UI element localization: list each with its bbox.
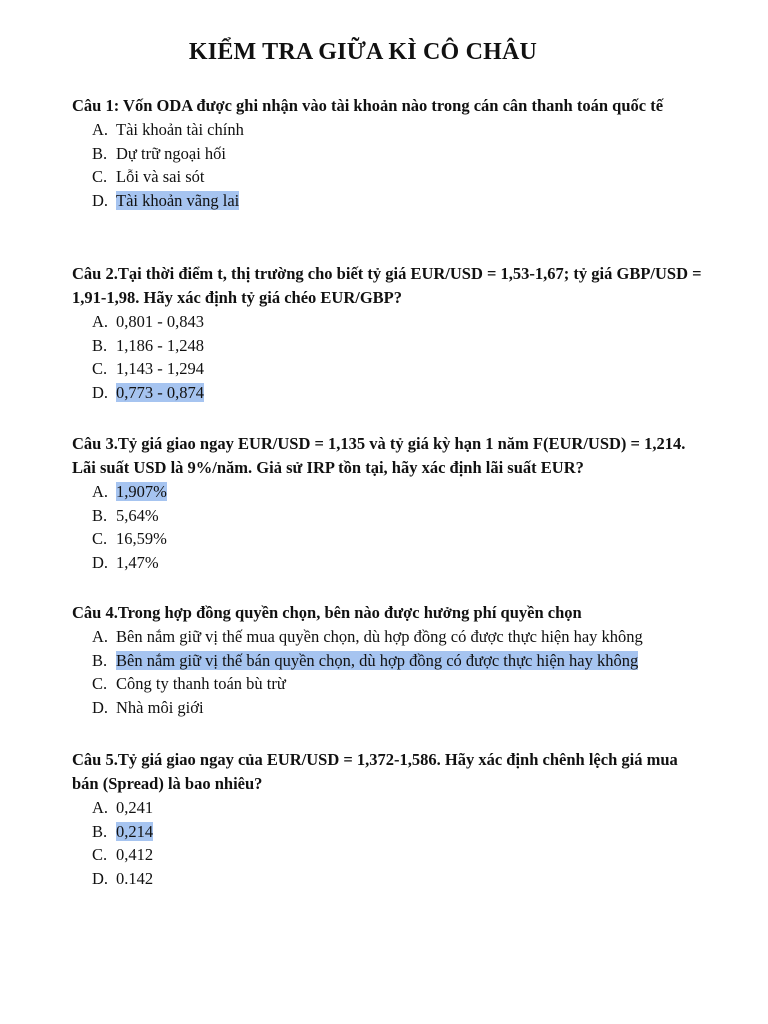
option-letter: D. — [92, 552, 109, 572]
option-letter: D. — [92, 190, 109, 210]
question-4 — [72, 601, 702, 719]
document-title: KIỂM TRA GIỮA KÌ CÔ CHÂU — [188, 39, 538, 65]
option-text: Nhà môi giới — [116, 697, 204, 717]
option-text: 0,412 — [116, 845, 154, 864]
answer-options — [72, 310, 702, 404]
answer-option-a — [92, 796, 702, 820]
answer-option-c — [92, 672, 702, 696]
option-letter: D. — [92, 382, 109, 402]
answer-option-a — [92, 480, 702, 504]
answer-option-c — [92, 357, 702, 381]
question-text: Câu 2.Tại thời điểm t, thị trường cho biết tỷ giá EUR/USD = 1,53-1,67; tỷ giá GBP/USD = 1,91-1,98. Hãy xác định tỷ giá chéo EUR/GBP? — [72, 264, 702, 307]
answer-option-d — [92, 189, 702, 213]
option-text: 1,47% — [116, 552, 159, 572]
answer-option-b — [92, 142, 702, 166]
option-text: 16,59% — [116, 529, 167, 548]
answer-option-c — [92, 527, 702, 551]
answer-option-a — [92, 310, 702, 334]
option-text: 1,143 - 1,294 — [116, 359, 204, 378]
option-letter: B. — [92, 143, 108, 163]
answer-option-d — [92, 551, 702, 575]
answer-option-b — [92, 334, 702, 358]
option-text: 1,186 - 1,248 — [116, 335, 204, 355]
option-text: Tài khoản vãng lai — [116, 190, 240, 210]
answer-option-b — [92, 504, 702, 528]
question-text: Câu 1: Vốn ODA được ghi nhận vào tài khoản nào trong cán cân thanh toán quốc tế — [72, 96, 664, 115]
question-text: Câu 5.Tỷ giá giao ngay của EUR/USD = 1,372-1,586. Hãy xác định chênh lệch giá mua bán (Spread) là bao nhiêu? — [72, 750, 678, 793]
answer-options — [72, 118, 702, 212]
answer-option-c — [92, 843, 702, 867]
option-text: Tài khoản tài chính — [116, 120, 244, 139]
option-text: Công ty thanh toán bù trừ — [116, 674, 286, 693]
option-text: Lỗi và sai sót — [116, 167, 205, 186]
question-3 — [72, 432, 702, 574]
option-letter: D. — [92, 868, 109, 888]
option-text: Bên nắm giữ vị thế mua quyền chọn, dù hợp đồng có được thực hiện hay không — [116, 627, 643, 646]
question-5 — [72, 748, 702, 890]
option-text: 0,241 — [116, 798, 154, 817]
option-letter: D. — [92, 697, 109, 717]
option-text: Dự trữ ngoại hối — [116, 143, 226, 163]
answer-option-c — [92, 165, 702, 189]
option-text: 0.142 — [116, 868, 154, 888]
option-letter: C. — [92, 359, 108, 378]
option-letter: B. — [92, 335, 108, 355]
answer-option-d — [92, 381, 702, 405]
option-letter: B. — [92, 505, 108, 525]
question-1 — [72, 94, 702, 212]
option-letter: A. — [92, 627, 109, 646]
answer-options — [72, 625, 702, 719]
option-letter: C. — [92, 167, 108, 186]
answer-option-d — [92, 867, 702, 891]
answer-option-a — [92, 625, 702, 649]
question-2 — [72, 262, 702, 404]
option-letter: C. — [92, 529, 108, 548]
option-letter: A. — [92, 120, 109, 139]
answer-options — [72, 796, 702, 890]
answer-option-a — [92, 118, 702, 142]
question-text: Câu 3.Tỷ giá giao ngay EUR/USD = 1,135 và tỷ giá kỳ hạn 1 năm F(EUR/USD) = 1,214. Lãi suất USD là 9%/năm. Giả sử IRP tồn tại, hãy xác định lãi suất EUR? — [72, 434, 686, 477]
option-text: 0,773 - 0,874 — [116, 382, 204, 402]
option-letter: C. — [92, 845, 108, 864]
option-text: 0,801 - 0,843 — [116, 312, 204, 331]
answer-option-b — [92, 649, 702, 673]
option-letter: B. — [92, 821, 108, 841]
answer-option-b — [92, 820, 702, 844]
option-text: 1,907% — [116, 482, 167, 501]
option-letter: A. — [92, 312, 109, 331]
option-text: Bên nắm giữ vị thế bán quyền chọn, dù hợp đồng có được thực hiện hay không — [116, 650, 639, 670]
option-text: 0,214 — [116, 821, 154, 841]
answer-options — [72, 480, 702, 574]
option-letter: A. — [92, 482, 109, 501]
option-letter: B. — [92, 650, 108, 670]
answer-option-d — [92, 696, 702, 720]
option-letter: A. — [92, 798, 109, 817]
question-text: Câu 4.Trong hợp đồng quyền chọn, bên nào được hưởng phí quyền chọn — [72, 603, 582, 622]
option-text: 5,64% — [116, 505, 159, 525]
option-letter: C. — [92, 674, 108, 693]
